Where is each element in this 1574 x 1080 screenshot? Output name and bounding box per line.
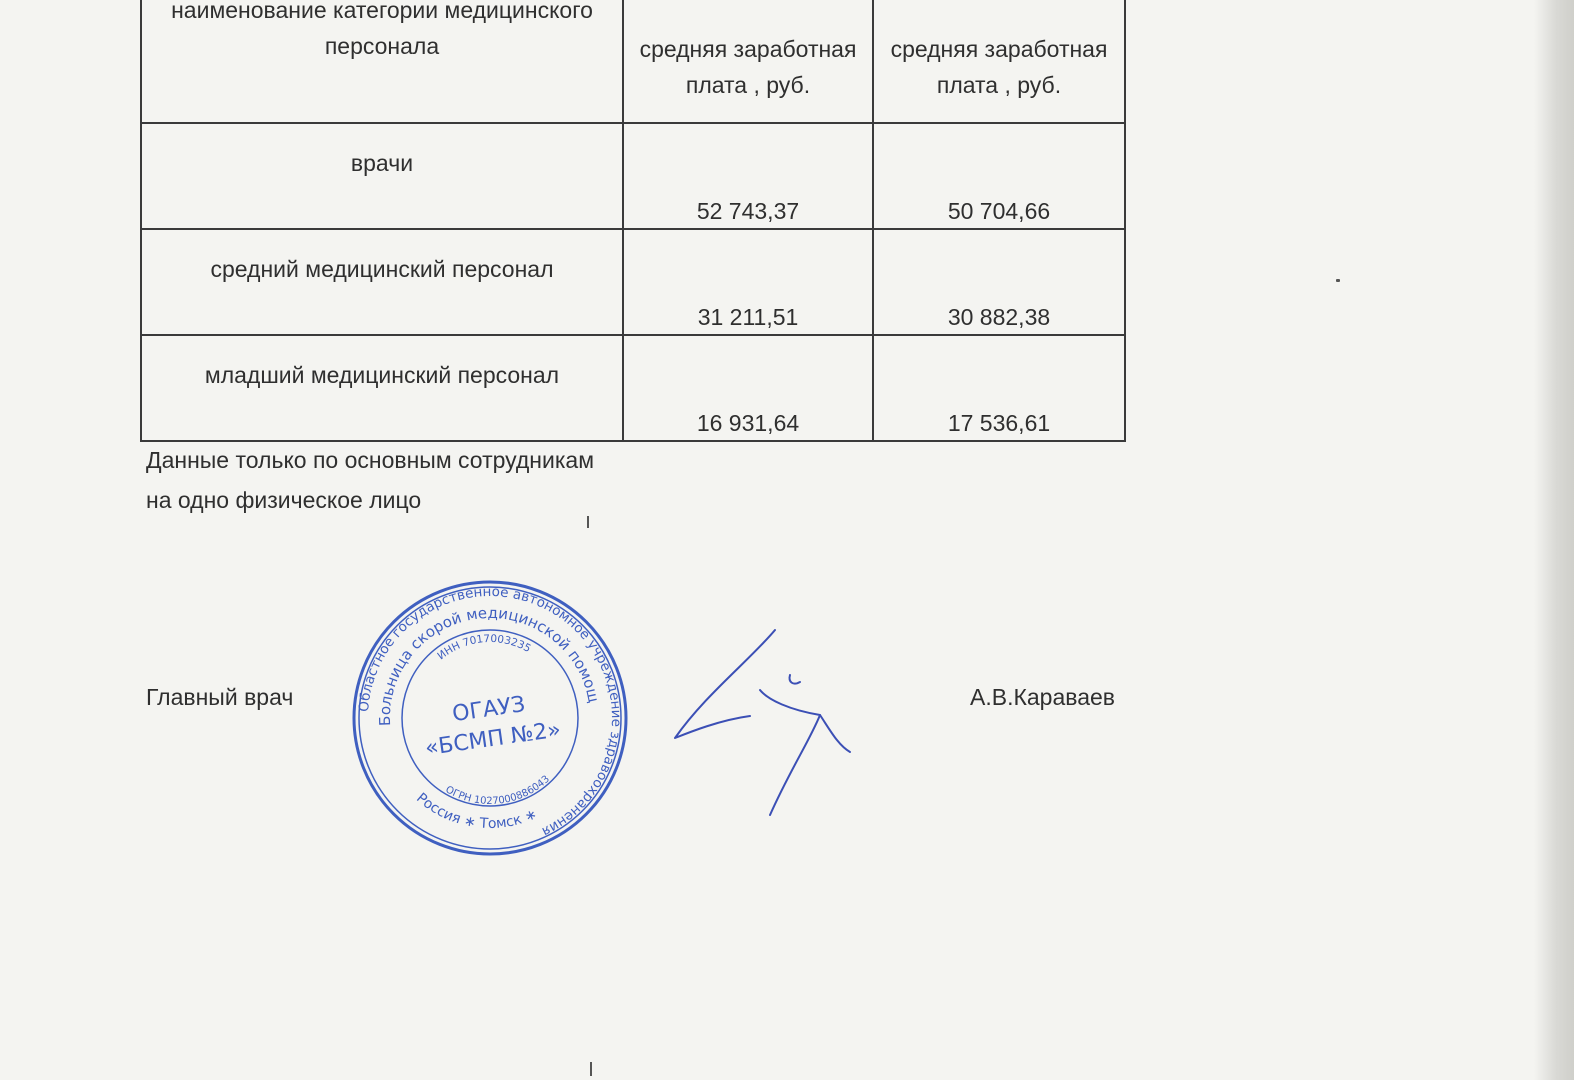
salary-a-cell: 52 743,37 xyxy=(623,123,873,229)
table-row xyxy=(141,229,1125,335)
signer-name: А.В.Караваев xyxy=(970,684,1115,710)
footnote-line-2: на одно физическое лицо xyxy=(146,487,422,513)
category-cell: средний медицинский персонал xyxy=(141,229,623,335)
scan-edge-shadow xyxy=(1534,0,1574,1080)
salary-b-cell: 17 536,61 xyxy=(873,335,1125,441)
stamp-ogrn xyxy=(442,770,554,814)
signer-title: Главный врач xyxy=(146,684,294,710)
header-salary-b-label: средняя заработная плата , руб. xyxy=(890,36,1108,98)
header-salary-a-label: средняя заработная плата , руб. xyxy=(639,36,857,98)
footnote xyxy=(146,440,594,520)
stamp-ogrn-span: ОГРН 1027000886043 xyxy=(443,773,553,807)
category-cell: врачи xyxy=(141,123,623,229)
stamp-bottom-text xyxy=(412,775,540,843)
salary-a-cell: 31 211,51 xyxy=(623,229,873,335)
salary-a-cell: 16 931,64 xyxy=(623,335,873,441)
category-cell: младший медицинский персонал xyxy=(141,335,623,441)
salary-table xyxy=(140,0,1126,442)
stamp-inn xyxy=(433,626,534,667)
header-category-label: наименование категории медицинского персонала xyxy=(171,0,593,59)
stamp-bottom-text-span: Россия ∗ Томск ∗ xyxy=(413,790,540,833)
organization-stamp xyxy=(340,580,640,870)
salary-b-cell: 50 704,66 xyxy=(873,123,1125,229)
table-header-row xyxy=(141,0,1125,123)
scan-mark xyxy=(590,1062,592,1076)
header-salary-a-cell xyxy=(623,0,873,123)
table-row xyxy=(141,335,1125,441)
stamp-inner-text-span: Больница скорой медицинской помощи xyxy=(375,603,603,727)
stamp-center-line-1: ОГАУЗ xyxy=(450,692,527,728)
handwritten-signature xyxy=(660,620,870,830)
stamp-center-line-2: «БСМП №2» xyxy=(423,717,563,762)
footnote-line-1: Данные только по основным сотрудникам xyxy=(146,447,595,473)
table-row xyxy=(141,123,1125,229)
stamp-outer-text-span: Областное государственное автономное учреждение здравоохранения xyxy=(356,583,625,840)
stamp-inn-span: ИНН 7017003235 xyxy=(435,632,533,663)
salary-b-cell: 30 882,38 xyxy=(873,229,1125,335)
header-salary-b-cell xyxy=(873,0,1125,123)
header-category-cell xyxy=(141,0,623,123)
scan-speck xyxy=(1336,279,1340,282)
